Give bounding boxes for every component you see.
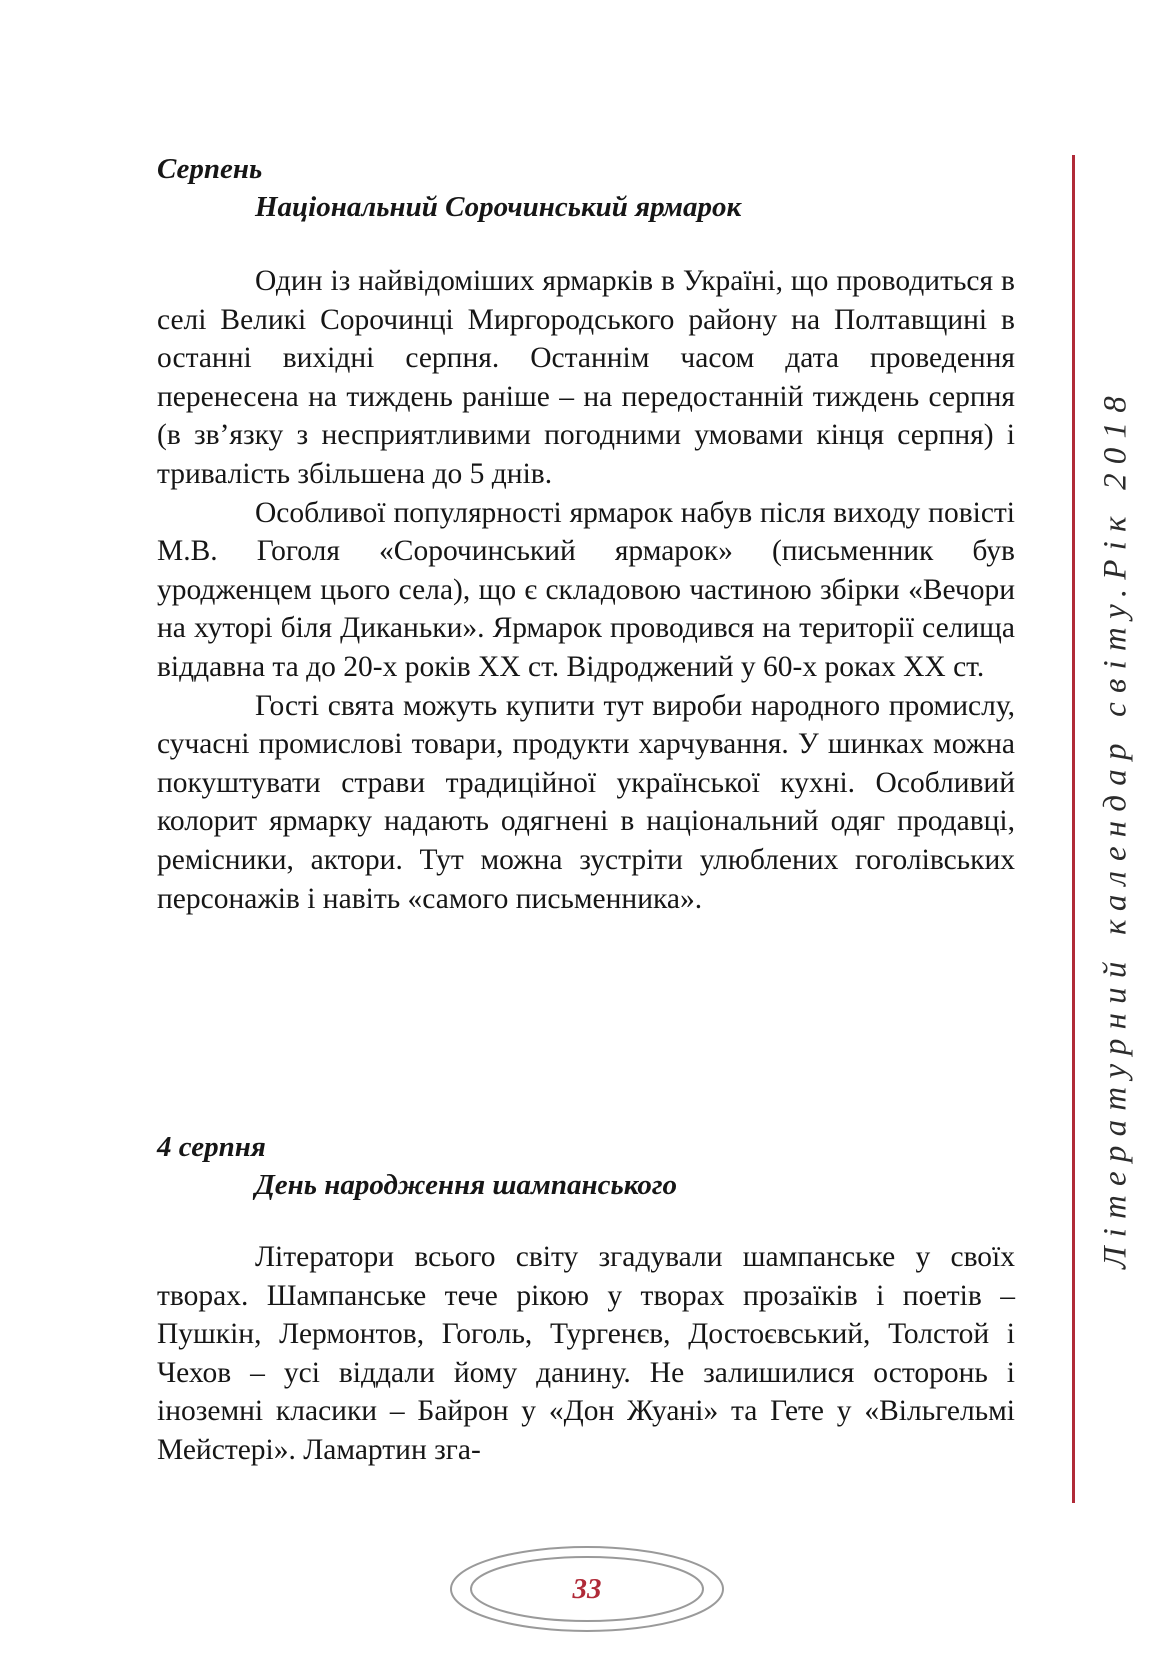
running-header-vertical: Літературний календар світу.Рік 2018 — [1097, 387, 1134, 1269]
paragraph: Особливої популярності ярмарок набув після виходу повісті М.В. Гоголя «Сорочинський ярмарок» (письменник був уродженцем цього села), що є складовою частиною збірки «Вечори на хуторі біля Диканьки». Ярмарок проводився на території селища віддавна та до 20-х років ХХ ст. Відроджений у 60-х роках ХХ ст. — [157, 496, 1015, 683]
event-title: День народження шампанського — [255, 1169, 678, 1201]
event-title: Національний Сорочинський ярмарок — [255, 191, 742, 223]
paragraph: Літератори всього світу згадували шампанське у своїх творах. Шампанське тече рікою у творах прозаїків і поетів – Пушкін, Лермонтов, Гоголь, Тургенєв, Достоєвський, Толстой і Чехов – усі віддали йому данину. Не залишилися осторонь і іноземні класики – Байрон у «Дон Жуані» та Гете у «Вільгельмі Мейстері». Ламартин зга- — [157, 1241, 1015, 1466]
paragraph: Гості свята можуть купити тут вироби народного промислу, сучасні промислові товари, продукти харчування. У шинках можна покуштувати страви традиційної української кухні. Особливий колорит ярмарку надають одягнені в національний одяг продавці, ремісники, актори. Тут можна зустріти улюблених гоголівських персонажів і навіть «самого письменника». — [157, 689, 1015, 915]
month-heading: Серпень — [157, 153, 263, 185]
section-champagne-day — [157, 1128, 1015, 1470]
paragraph: Один із найвідоміших ярмарків в Україні, що проводиться в селі Великі Сорочинці Миргородського району на Полтавщині в останні вихідні серпня. Останнім часом дата проведення перенесена на тиждень раніше – на передостанній тиждень серпня (в зв’язку з несприятливими погодними умовами кінця серпня) і тривалість збільшена до 5 днів. — [157, 265, 1015, 490]
page-number-ornament — [447, 1543, 727, 1635]
article-body — [157, 262, 1015, 918]
section-sorochynskyi-fair — [157, 150, 1015, 918]
article-body — [157, 1238, 1015, 1470]
page-number: 33 — [572, 1572, 602, 1605]
date-heading: 4 серпня — [157, 1131, 266, 1163]
margin-rule — [1072, 155, 1075, 1503]
